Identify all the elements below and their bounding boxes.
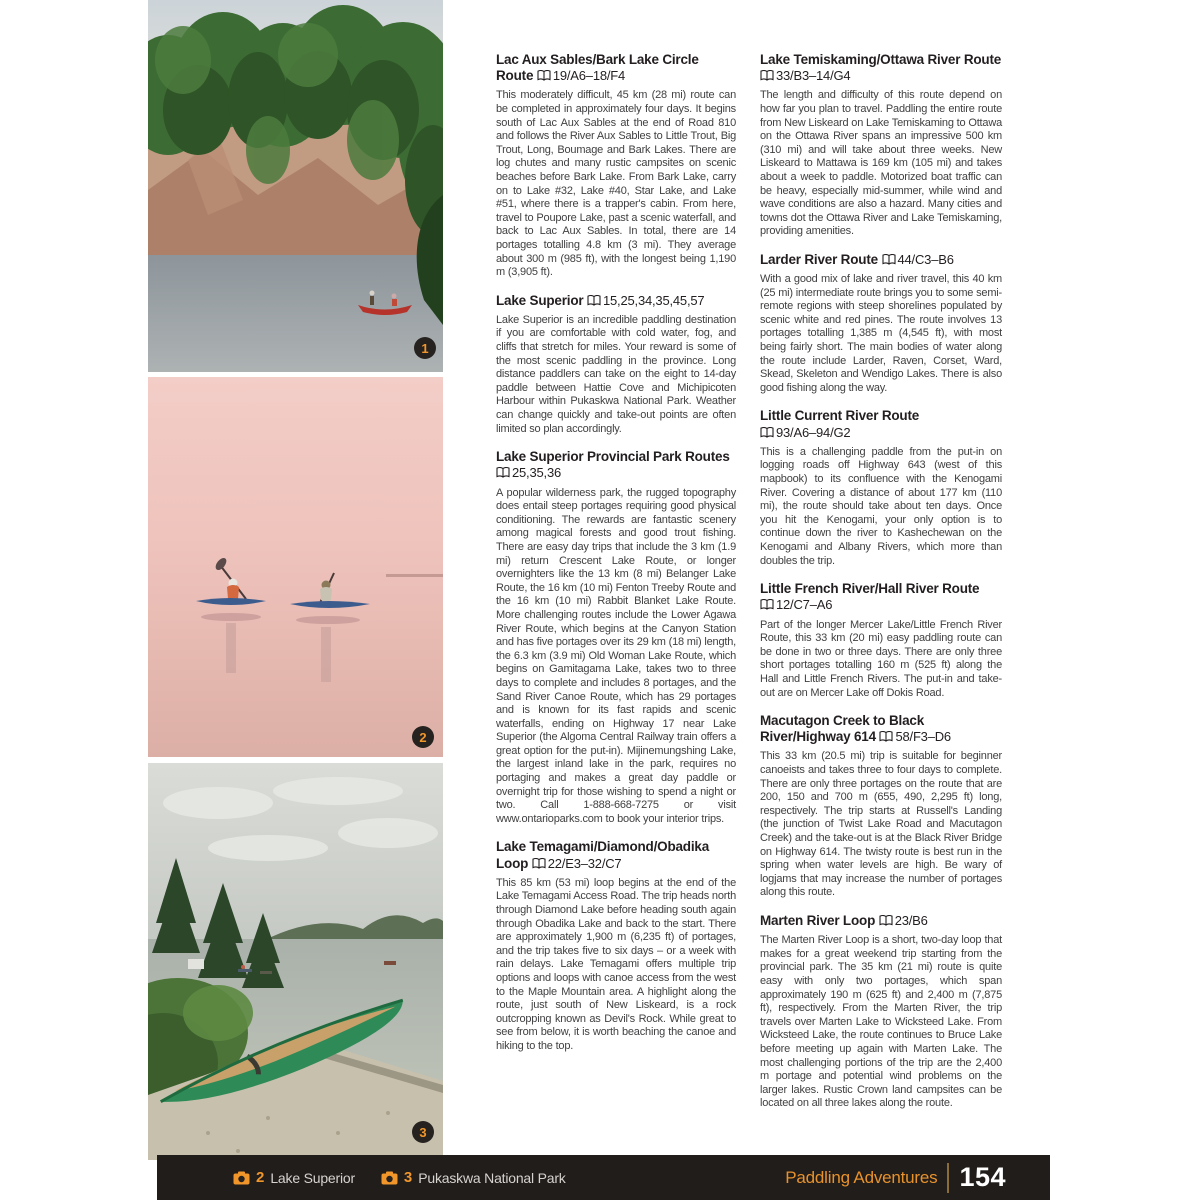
route-body: This moderately difficult, 45 km (28 mi) route can be completed in approximately four days. It begins south of Lac Aux Sables at the end of Road 810 and follows the River Aux Sables to Little Trout, Big Trout, Long, Boumage and Bark Lakes. There are log chutes and many rustic campsites on scenic beaches before Bark Lake. From Bark Lake, carry on to Lake #32, Lake #40, Star Lake, and Lake #51, where there is a trapper's cabin. From here, travel to Poupore Lake, past a scenic waterfall, and back to Lac Aux Sables. In total, there are 14 portages totalling 4.8 km (3 mi). They average about 300 m (985 ft), with the longest being 1,190 m (3,905 ft). [496,89,736,279]
map-reference [760,597,832,612]
right-text-column [760,52,1002,1124]
camera-icon [233,1171,250,1185]
route-body: This is a challenging paddle from the put-in on logging roads off Highway 643 (west of this mapbook) to its confluence with the Kenogami River. Covering a distance of about 177 km (110 mi), the route should take about ten days. Once you hit the Kenogami, your only option is to continue down the river to Kashechewan on the Kenogami and Albany Rivers, which more than doubles the trip. [760,445,1002,567]
route-title-text: Larder River Route [760,251,878,267]
map-reference [882,252,954,267]
map-ref-text: 15,25,34,35,45,57 [603,292,705,308]
mapbook-icon [879,915,893,926]
map-ref-text: 58/F3–D6 [895,729,951,745]
map-reference [496,465,561,480]
middle-text-column [496,52,736,1067]
route-title [760,408,1002,440]
route-body: The Marten River Loop is a short, two-day loop that makes for a great weekend trip starting from the provincial park. The 35 km (21 mi) route is quite easy with only two portages, which span approximately 190 m (625 ft) and 2,400 m (7,875 ft), respectively. From the Marten River, the trip travels over Marten Lake to Wicksteed Lake. From Wicksteed Lake, the route continues to Bruce Lake before meeting up again with Marten Lake. The most challenging portions of the trip are the 2,400 m portage and potential wind problems on the larger lakes. Rustic Crown land campsites can be located on all three lakes along the route. [760,934,1002,1110]
photo-lake-cliffs-red-canoe [148,0,443,372]
map-ref-text: 93/A6–94/G2 [776,424,851,440]
route-article-little-french-river [760,581,1002,700]
credit-label: Lake Superior [270,1169,355,1186]
route-article-larder-river [760,252,1002,396]
route-title-text: Lake Superior Provincial Park Routes [496,449,730,465]
route-article-marten-river-loop [760,913,1002,1111]
map-ref-text: 25,35,36 [512,465,562,481]
camera-icon [381,1171,398,1185]
route-body: Part of the longer Mercer Lake/Little French River Route, this 33 km (20 mi) easy paddling route can be done in two or three days. There are only three short portages totalling 160 m (525 ft) along the Hall and Little French Rivers. The put-in and take-out are on Mercer Lake off Dokis Road. [760,618,1002,699]
route-article-lake-superior-provincial-park [496,449,736,826]
route-title [496,293,736,309]
route-title [496,52,736,84]
route-title [760,713,1002,745]
photo-green-canoe-shore [148,763,443,1160]
section-label: Paddling Adventures [785,1167,938,1187]
photo-badge-2: 2 [412,726,434,748]
mapbook-icon [532,858,546,869]
route-title-text: Lake Superior [496,292,584,308]
map-reference [760,68,850,83]
map-ref-text: 23/B6 [894,913,928,928]
map-reference [879,913,928,928]
map-reference [537,68,625,83]
mapbook-icon [496,467,510,478]
route-title [496,839,736,871]
route-title-text: Lake Temiskaming/Ottawa River Route [760,52,1002,67]
photo-credits [233,1169,566,1186]
photo-credit-2 [233,1169,355,1186]
photo-1-illustration [148,0,443,372]
map-ref-text: 19/A6–18/F4 [552,68,626,84]
route-body: This 85 km (53 mi) loop begins at the end of the Lake Temagami Access Road. The trip heads north through Diamond Lake before heading south again through Obadika Lake and back to the start. There are approximately 1,900 m (6,235 ft) of portages, and the trip takes five to six days – or a week with rain delays. Lake Temagami offers multiple trip options and loops with canoe access from the west to the Maple Mountain area. A highlight along the route, just south of New Liskeard, is a rock outcropping known as Devil's Rock. While great to see from below, it is worth beaching the canoe and hiking to the top. [496,876,736,1052]
credit-number: 3 [403,1169,413,1186]
route-title-text: Little French River/Hall River Route [760,581,980,597]
route-article-lac-aux-sables [496,52,736,280]
photo-sunset-kayakers [148,377,443,757]
map-reference [760,425,850,440]
route-article-little-current-river [760,408,1002,568]
mapbook-icon [537,70,551,81]
route-title-text: Marten River Loop [760,913,876,928]
page-footer-bar [157,1155,1050,1200]
photo-3-illustration [148,763,443,1160]
mapbook-icon [882,254,896,265]
photo-credit-3 [381,1169,566,1186]
photo-badge-3: 3 [412,1121,434,1143]
route-title [760,252,1002,268]
route-article-macutagon-creek [760,713,1002,900]
mapbook-icon [760,427,774,438]
map-reference [587,293,704,308]
map-ref-text: 44/C3–B6 [897,251,954,267]
route-body: The length and difficulty of this route depend on how far you plan to travel. Paddling the entire route from New Liskeard on Lake Temiskaming to Ottawa on the Ottawa River spans an impressive 500 km (310 mi) and will take about three weeks. New Liskeard to Mattawa is 169 km (105 mi) and takes about a week to paddle. Motorized boat traffic can be heavy, especially mid-summer, while wind and wave conditions are also a hazard. Many cities and towns dot the Ottawa River and Lake Temiskaming, providing amenities. [760,89,1002,238]
mapbook-icon [587,295,601,306]
route-title-text: Lac Aux Sables/Bark Lake Circle Route [496,52,699,84]
map-ref-text: 22/E3–32/C7 [547,855,622,871]
credit-number: 2 [256,1169,265,1186]
route-title [496,449,736,481]
route-body: A popular wilderness park, the rugged topography does entail steep portages requiring good physical conditioning. The rewards are fantastic scenery among magical forests and good trout fishing. There are easy day trips that include the 3 km (1.9 mi) return Crescent Lake Route, or longer overnighters like the 13 km (8 mi) Belanger Lake Route, the 16 km (10 mi) Fenton Treeby Route and the 16 km (10 mi) Rabbit Blanket Lake Route. More challenging routes include the Lower Agawa River Route, which begins at the Canyon Station and has five portages over its 29 km (18 mi) length, the 6.3 km (3.9 mi) Old Woman Lake Route, which begins on Gamitagama Lake, takes two to three days to complete and includes 8 portages, and the Sand River Canoe Route, which has 29 portages and is known for its fast rapids and scenic waterfalls, ending on Highway 17 near Lake Superior (the Algoma Central Railway train offers a great option for the put-in). Mijinemungshing Lake, the largest inland lake in the park, requires no portaging and makes a great day paddle or overnight trip for those wishing to spend a night or two. Call 1-888-668-7275 or visit www.ontarioparks.com to book your interior trips. [496,486,736,825]
route-article-lake-temiskaming [760,52,1002,239]
map-reference [532,856,622,871]
route-article-lake-temagami [496,839,736,1053]
route-body: With a good mix of lake and river travel, this 40 km (25 mi) intermediate route brings you to some semi-remote regions with steep shorelines populated by scenic white and red pines. The route involves 13 portages totalling 1,385 m (4,545 ft), with most being fairly short. The main bodies of water along the route include Larder, Raven, Corset, Ward, Skead, Skeleton and Wendigo Lakes. There is also good fishing along the way. [760,273,1002,394]
route-body: Lake Superior is an incredible paddling destination if you are comfortable with cold water, fog, and cliffs that stretch for miles. Your reward is some of the most scenic paddling in the province. Long distance paddlers can take on the eight to 14-day paddle between Hattie Cove and Michipicoten Harbour within Pukaskwa National Park. Weather can change quickly and take-out points are often limited so plan accordingly. [496,313,736,435]
route-title [760,52,1002,84]
mapbook-icon [760,70,774,81]
credit-label: Pukaskwa National Park [418,1169,566,1186]
map-reference [879,729,951,744]
footer-separator [947,1163,949,1193]
mapbook-icon [879,731,893,742]
route-title-text: Macutagon Creek to Black River/Highway 614 [760,713,924,745]
mapbook-icon [760,599,774,610]
photo-2-illustration [148,377,443,757]
footer-section-page [785,1162,1006,1193]
route-title [760,913,1002,929]
photo-badge-1: 1 [414,337,436,359]
route-title [760,581,1002,613]
page-number: 154 [959,1162,1006,1192]
route-title-text: Lake Temagami/Diamond/Obadika Loop [496,839,710,871]
map-ref-text: 33/B3–14/G4 [776,68,851,84]
route-title-text: Little Current River Route [760,408,920,424]
route-body: This 33 km (20.5 mi) trip is suitable for beginner canoeists and takes three to four days to complete. There are only three portages on the route that are 200, 150 and 700 m (655, 490, 2,295 ft) long, respectively. The trip starts at Russell's Landing (the junction of Twist Lake Road and Macutagon Creek) and the take-out is at the Black River Bridge on Highway 614. The twisty route is best run in the spring when water levels are high. Be wary of logjams that may increase the number of portages along this route. [760,750,1002,899]
map-ref-text: 12/C7–A6 [776,597,833,613]
route-article-lake-superior [496,293,736,437]
